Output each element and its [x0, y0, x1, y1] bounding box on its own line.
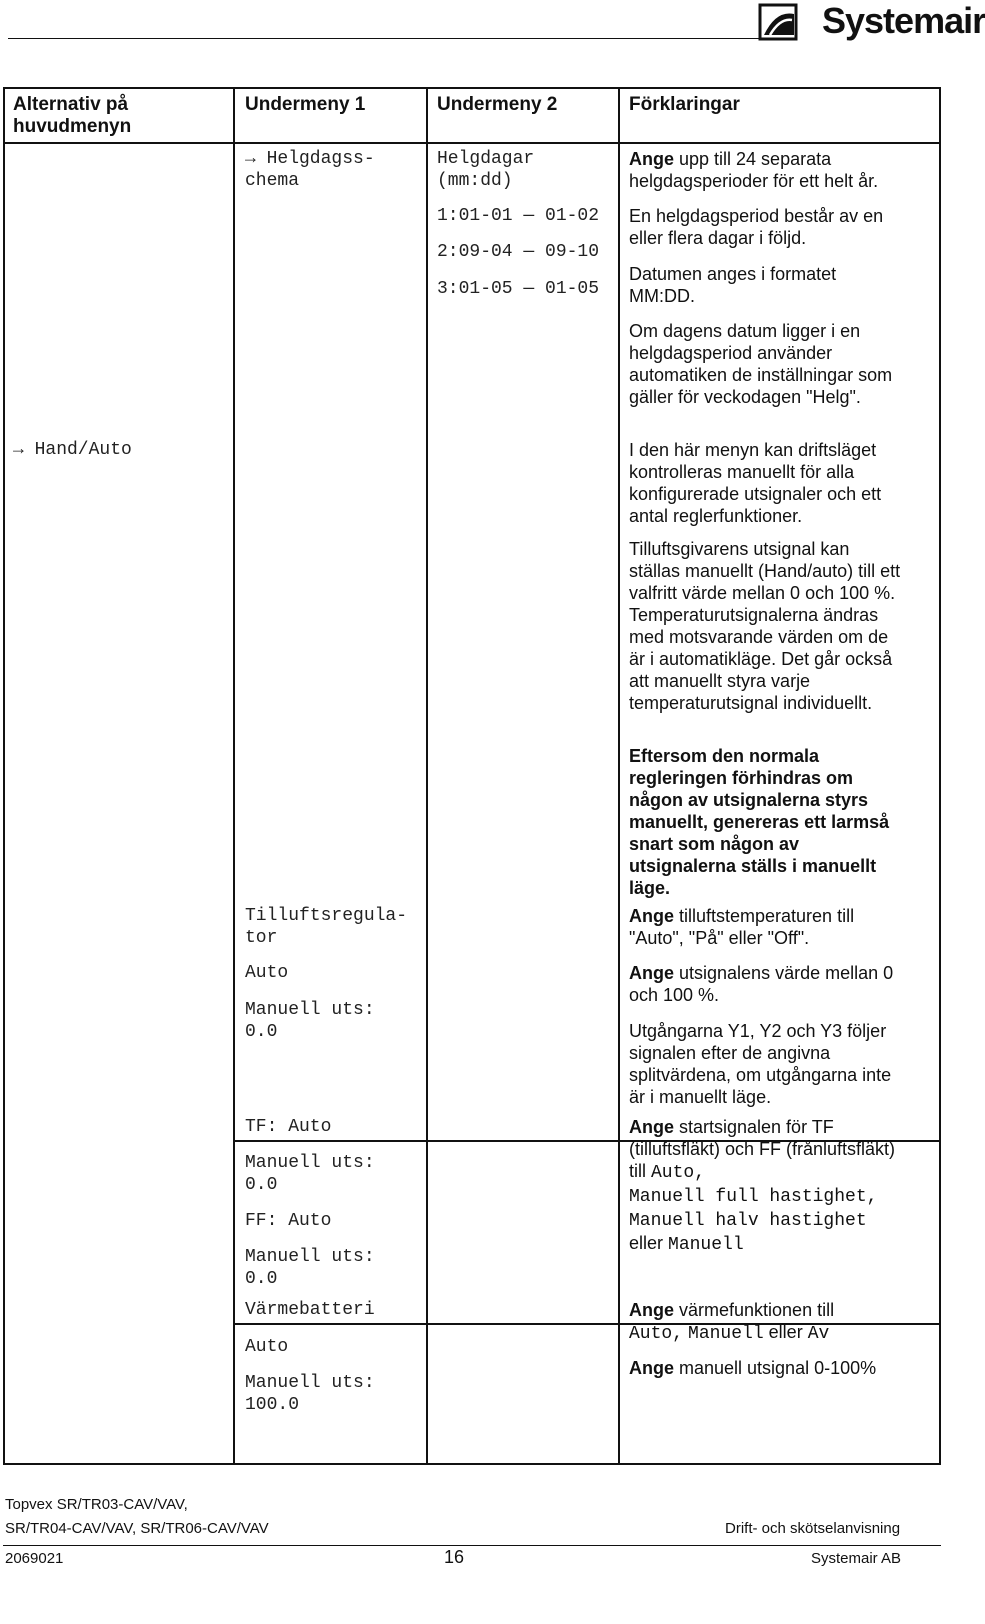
- option-av: Av: [807, 1324, 830, 1344]
- tillufts-explanation-2: [629, 962, 904, 1006]
- option-manuell: Manuell: [688, 1324, 764, 1344]
- header-undermeny-2: Undermeny 2: [437, 94, 558, 115]
- holiday-period-1: 1:01-01 — 01-02: [437, 206, 600, 226]
- ange-label: Ange: [629, 906, 674, 926]
- eller-text: eller: [768, 1322, 803, 1342]
- fans-explanation-text: startsignalen för TF (tilluftsfläkt) och FF (frånluftsfläkt) till: [629, 1117, 896, 1181]
- ange-label: Ange: [629, 1300, 674, 1320]
- tillufts-manuell: Manuell uts: 0.0: [245, 1000, 375, 1042]
- helgdag-explanation-1-text: upp till 24 separata helgdagsperioder för ett helt år.: [629, 149, 879, 191]
- menu-varmebatteri: Värmebatteri: [245, 1300, 375, 1320]
- header-rule: [8, 38, 760, 39]
- tf-auto: TF: Auto: [245, 1117, 332, 1137]
- footer-product-line-1: Topvex SR/TR03-CAV/VAV,: [5, 1496, 188, 1513]
- helgdag-explanation-4: Om dagens datum ligger i en helgdagsperiod använder automatiken de inställningar som gäller för veckodagen "Helg".: [629, 321, 893, 407]
- option-manuell-halv: Manuell halv hastighet: [629, 1211, 867, 1231]
- hand-explanation-1: I den här menyn kan driftsläget kontrolleras manuellt för alla konfigurerade utsignaler och ett antal reglerfunktioner.: [629, 440, 882, 526]
- varme-explanation-2-text: manuell utsignal 0-100%: [674, 1358, 877, 1378]
- option-manuell: Manuell: [668, 1235, 744, 1255]
- header-undermeny-1: Undermeny 1: [245, 94, 366, 115]
- varme-auto: Auto: [245, 1337, 289, 1357]
- ff-auto: FF: Auto: [245, 1211, 332, 1231]
- col-divider-3: [618, 87, 620, 1465]
- option-auto: Auto,: [651, 1163, 706, 1183]
- eller-text: eller: [629, 1233, 664, 1253]
- fans-explanation: [629, 1116, 904, 1256]
- holiday-period-3: 3:01-05 — 01-05: [437, 279, 600, 299]
- footer-page-number: 16: [444, 1547, 465, 1567]
- ange-label: Ange: [629, 1358, 674, 1378]
- tillufts-explanation-2-text: utsignalens värde mellan 0 och 100 %.: [629, 963, 894, 1005]
- menu-tilluftsregulator: Tilluftsregula- tor: [245, 906, 408, 948]
- helgdag-explanation-3: Datumen anges i formatet MM:DD.: [629, 264, 837, 306]
- header-forklaringar: Förklaringar: [629, 94, 740, 115]
- hand-warning: Eftersom den normala regleringen förhindras om någon av utsignalerna styrs manuellt, genereras ett larmså snart som någon av utsignalerna ställs i manuellt läge.: [629, 746, 890, 898]
- footer-doc-title: Drift- och skötselanvisning: [725, 1520, 901, 1537]
- footer-doc-number: 2069021: [5, 1550, 64, 1567]
- footer-product-line-2: SR/TR04-CAV/VAV, SR/TR06-CAV/VAV: [5, 1520, 269, 1537]
- tillufts-explanation-1: [629, 905, 904, 949]
- ange-label: Ange: [629, 149, 674, 169]
- footer-company: Systemair AB: [811, 1550, 902, 1567]
- varme-explanation-1-text: värmefunktionen till: [674, 1300, 835, 1320]
- varme-explanation-2: [629, 1357, 909, 1379]
- hand-explanation-2: Tilluftsgivarens utsignal kan ställas manuellt (Hand/auto) till ett valfritt värde mellan 0 och 100 %. Temperaturutsignalerna ändras med motsvarande värden om de är i automatikläge. Det går också att manuellt styra varje temperaturutsignal individuellt.: [629, 539, 901, 713]
- helgdag-explanation-2: En helgdagsperiod består av en eller flera dagar i följd.: [629, 206, 884, 248]
- brand-name: Systemair: [822, 0, 985, 41]
- ff-manuell: Manuell uts: 0.0: [245, 1247, 375, 1289]
- menu-hand-auto: → Hand/Auto: [13, 440, 132, 460]
- ange-label: Ange: [629, 1117, 674, 1137]
- col-divider-1: [233, 87, 235, 1465]
- ange-label: Ange: [629, 963, 674, 983]
- varme-explanation-1: [629, 1299, 909, 1345]
- tillufts-explanation-1-text: tilluftstemperaturen till "Auto", "På" eller "Off".: [629, 906, 855, 948]
- tillufts-auto: Auto: [245, 963, 289, 983]
- menu-helgdagsschema: → Helgdagss- chema: [245, 149, 375, 191]
- helgdagar-title: Helgdagar (mm:dd): [437, 149, 535, 191]
- tf-manuell: Manuell uts: 0.0: [245, 1153, 375, 1195]
- helgdag-explanation-1: [629, 148, 904, 192]
- col-divider-2: [426, 87, 428, 1465]
- holiday-period-2: 2:09-04 — 09-10: [437, 242, 600, 262]
- header-divider: [3, 142, 941, 144]
- tillufts-explanation-3: Utgångarna Y1, Y2 och Y3 följer signalen efter de angivna splitvärdena, om utgångarna inte är i manuellt läge.: [629, 1021, 892, 1107]
- header-alternativ: Alternativ på huvudmenyn: [13, 94, 132, 137]
- footer-rule: [3, 1545, 941, 1546]
- option-manuell-full: Manuell full hastighet,: [629, 1187, 878, 1207]
- varme-manuell: Manuell uts: 100.0: [245, 1373, 375, 1415]
- option-auto: Auto,: [629, 1324, 684, 1344]
